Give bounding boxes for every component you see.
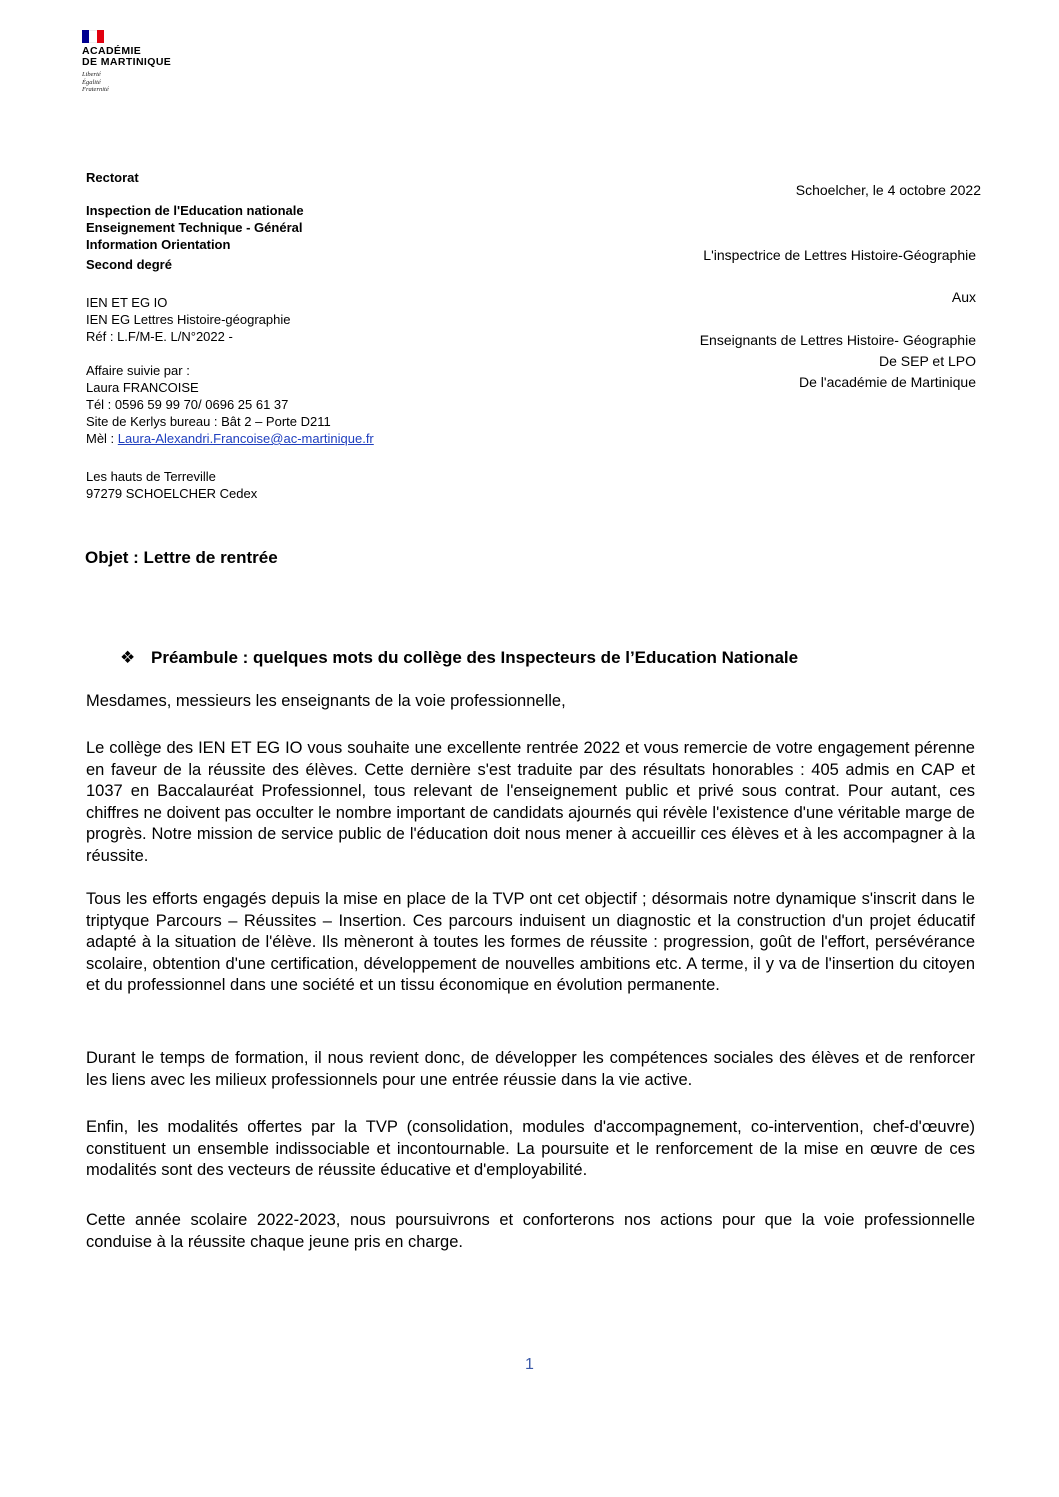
sender-address — [86, 468, 257, 502]
recipient-line2: De SEP et LPO — [878, 353, 976, 369]
recipient-line1: Enseignants de Lettres Histoire- Géographie — [699, 332, 976, 348]
rectorat-label: Rectorat — [86, 170, 139, 185]
preamble-heading — [120, 648, 798, 668]
address-line1: Les hauts de Terreville — [86, 469, 216, 484]
recipient-line3: De l'académie de Martinique — [799, 374, 976, 390]
motto-egalite: Égalité — [82, 78, 101, 86]
subject-line: Objet : Lettre de rentrée — [85, 548, 278, 567]
body-paragraph-5: Cette année scolaire 2022-2023, nous poursuivrons et conforterons nos actions pour que la voie professionnelle conduise à la réussite chaque jeune pris en charge. — [86, 1211, 975, 1251]
contact-mail — [86, 430, 374, 447]
mail-label: Mèl : — [86, 431, 118, 446]
body-paragraph-2: Tous les efforts engagés depuis la mise en place de la TVP ont cet objectif ; désormais notre dynamique s'inscrit dans le triptyque Parcours – Réussites – Insertion. Ces parcours induisent un diagnostic et la construction d'un projet éducatif adapté à la situation de l'élève. Ils mèneront à toutes les formes de réussite : progression, goût de l'effort, persévérance scolaire, obtention d'une certification, développement de nouvelles ambitions etc. A terme, il y va de l'insertion du citoyen et du professionnel dans une société et un tissu économique en évolution permanente. — [86, 890, 975, 994]
reference: Réf : L.F/M-E. L/N°2022 - — [86, 329, 233, 344]
preamble-text: Préambule : quelques mots du collège des Inspecteurs de l’Education Nationale — [151, 648, 799, 667]
motto-liberte: Liberté — [82, 71, 101, 78]
author-line: L'inspectrice de Lettres Histoire-Géographie — [703, 247, 976, 263]
body-paragraph-1: Le collège des IEN ET EG IO vous souhaite une excellente rentrée 2022 et vous remercie de votre engagement pérenne en faveur de la réussite des élèves. Cette dernière s'est traduite par des résultats honorables : 405 admis en CAP et 1037 en Baccalauréat Professionnel, tous relevant de l'enseignement public et privé sous contrat. Pour autant, ces chiffres ne doivent pas occulter le nombre important de candidats ajournés qui révèle l'existence d'une véritable marge de progrès. Notre mission de service public de l'éducation doit nous mener à accueillir ces élèves et à les accompagner à la réussite. — [86, 739, 975, 865]
ien-line1: IEN ET EG IO — [86, 295, 168, 310]
mail-link[interactable]: Laura-Alexandri.Francoise@ac-martinique.fr — [117, 431, 374, 446]
place-date: Schoelcher, le 4 octobre 2022 — [795, 182, 981, 198]
motto-fraternite: Fraternité — [82, 86, 109, 93]
contact-name: Laura FRANCOISE — [86, 380, 199, 395]
recipients — [700, 331, 976, 391]
salutation: Mesdames, messieurs les enseignants de la voie professionnelle, — [86, 692, 566, 710]
sender-contact — [86, 362, 374, 447]
logo-motto — [82, 71, 171, 94]
address-line2: 97279 SCHOELCHER Cedex — [86, 486, 258, 501]
republic-flag-icon — [82, 30, 104, 43]
sender-rectorat — [86, 169, 139, 186]
to-line: Aux — [951, 289, 976, 305]
followed-by-label: Affaire suivie par : — [86, 363, 190, 378]
contact-phone: Tél : 0596 59 99 70/ 0696 25 61 37 — [86, 397, 289, 412]
dept-line2: Enseignement Technique - Général — [86, 220, 303, 235]
dept-line4: Second degré — [86, 257, 172, 272]
ien-line2: IEN EG Lettres Histoire-géographie — [86, 312, 291, 327]
body-paragraph-4: Enfin, les modalités offertes par la TVP (consolidation, modules d'accompagnement, co-intervention, chef-d'œuvre) constituent un ensemble indissociable et incontournable. La poursuite et le renforcement de la mise en œuvre de ces modalités sont des vecteurs de réussite éducative et d'employabilité. — [86, 1118, 975, 1179]
sender-ien — [86, 294, 290, 345]
logo-line1: ACADÉMIE — [82, 45, 142, 57]
academie-logo — [82, 30, 171, 94]
sender-department — [86, 202, 304, 273]
diamond-bullet-icon: ❖ — [120, 648, 136, 667]
dept-line3: Information Orientation — [86, 237, 231, 252]
contact-site: Site de Kerlys bureau : Bât 2 – Porte D211 — [86, 414, 331, 429]
page-number: 1 — [525, 1356, 534, 1373]
logo-line2: DE MARTINIQUE — [82, 56, 172, 68]
body-paragraph-3: Durant le temps de formation, il nous revient donc, de développer les compétences sociales des élèves et de renforcer les liens avec les milieux professionnels pour une entrée réussie dans la vie active. — [86, 1049, 975, 1089]
dept-line1: Inspection de l'Education nationale — [86, 203, 304, 218]
